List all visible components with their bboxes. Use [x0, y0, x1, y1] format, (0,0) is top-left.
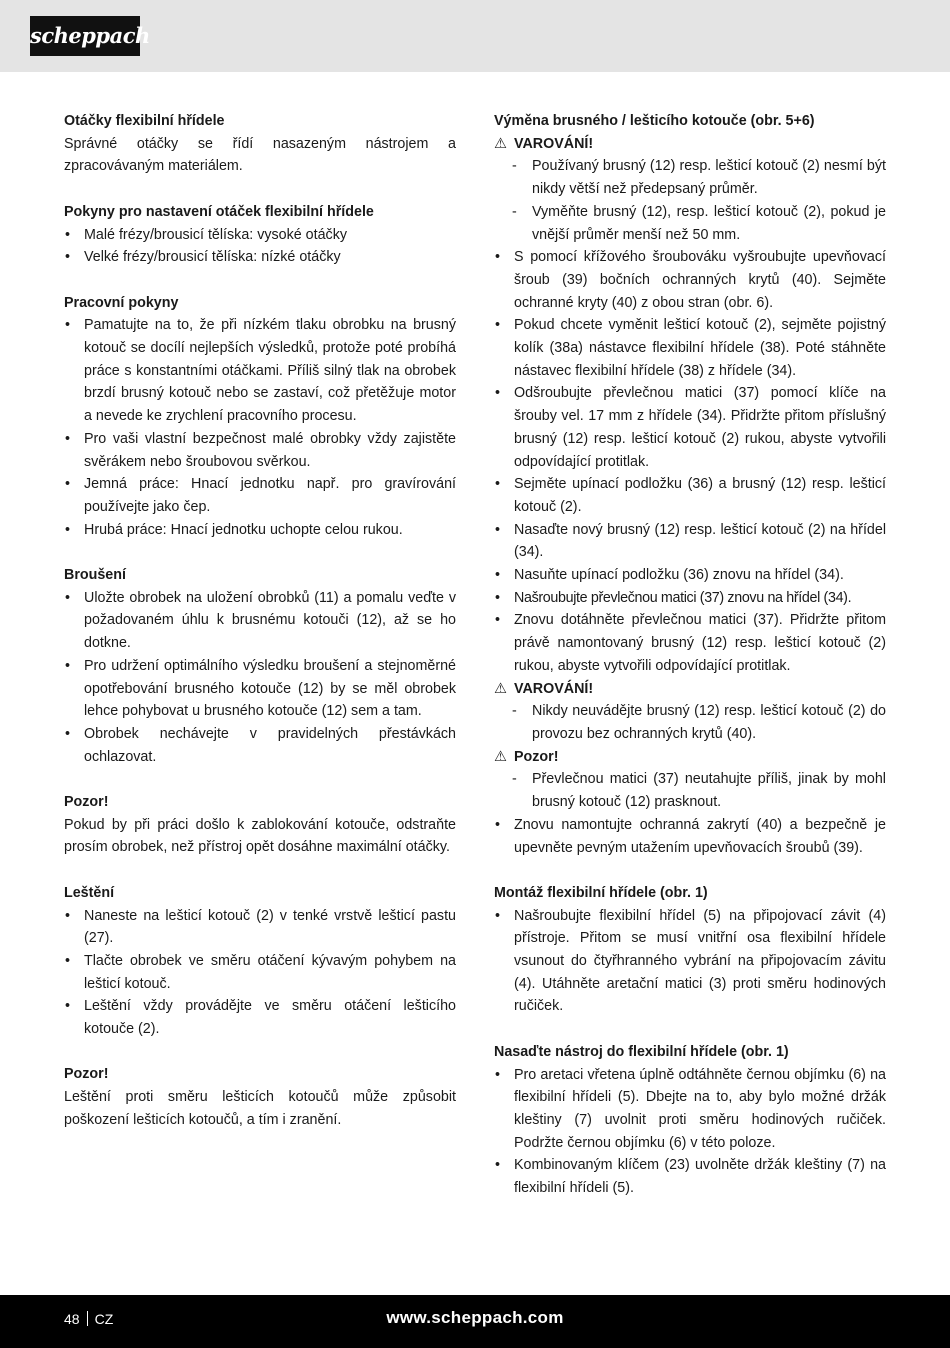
warning-icon: ⚠	[494, 680, 507, 697]
warning-label: Pozor!	[513, 748, 559, 765]
list-item: • Jemná práce: Hnací jednotku např. pro gravírování používejte jako čep.	[64, 473, 456, 518]
section-heading: Broušení	[64, 567, 126, 584]
list-item: • Obrobek nechávejte v pravidelných přestávkách ochlazovat.	[64, 723, 456, 768]
right-column	[494, 110, 886, 1200]
section-heading: Pracovní pokyny	[64, 294, 179, 311]
list-item: • Odšroubujte převlečnou matici (37) pomocí klíče na šrouby vel. 17 mm z hřídele (34). Přidržte přitom příslušný brusný (12) resp. lešticí kotouč (2) rukou, abyste vytvořili odpovídající protitlak.	[494, 382, 886, 473]
bullet-list	[494, 1064, 886, 1200]
list-item: • Naneste na lešticí kotouč (2) v tenké vrstvě lešticí pastu (27).	[64, 905, 456, 950]
bullet-list	[64, 587, 456, 769]
section-heading: Leštění	[64, 884, 115, 901]
list-item: • Kombinovaným klíčem (23) uvolněte držák kleštiny (7) na flexibilní hřídeli (5).	[494, 1154, 886, 1199]
list-item: • Pro aretaci vřetena úplně odtáhněte černou objímku (6) na flexibilní hřídeli (5). Dbejte na to, aby bylo možné držák kleštiny (7) uvolnit proti směru hodinových ručiček. Podržte černou objímku (6) v této poloze.	[494, 1064, 886, 1155]
list-item: • Tlačte obrobek ve směru otáčení kývavým pohybem na lešticí kotouč.	[64, 950, 456, 995]
website-url: www.scheppach.com	[386, 1308, 564, 1327]
list-item: • Nasuňte upínací podložku (36) znovu na hřídel (34).	[494, 564, 886, 587]
list-item: • Znovu dotáhněte převlečnou matici (37). Přidržte přitom právě namontovaný brusný (12) resp. lešticí kotouč (2) rukou, abyste vytvořili odpovídající protitlak.	[494, 609, 886, 677]
section-heading: Montáž flexibilní hřídele (obr. 1)	[494, 884, 708, 901]
warning-icon: ⚠	[494, 135, 507, 152]
section-heading: Pokyny pro nastavení otáček flexibilní hřídele	[64, 203, 374, 220]
list-item: • Pokud chcete vyměnit lešticí kotouč (2), sejměte pojistný kolík (38a) nástavce flexibilní hřídele (38). Poté stáhněte nástavec flexibilní hřídele (38) z hřídele (34).	[494, 314, 886, 382]
warning-line	[494, 678, 886, 701]
warning-icon: ⚠	[494, 748, 507, 765]
list-item: • Sejměte upínací podložku (36) a brusný (12) resp. lešticí kotouč (2).	[494, 473, 886, 518]
dash-list	[494, 155, 886, 246]
section-heading: Výměna brusného / lešticího kotouče (obr. 5+6)	[494, 113, 815, 129]
section-heading: Nasaďte nástroj do flexibilní hřídele (obr. 1)	[494, 1043, 789, 1060]
list-item: • Znovu namontujte ochranná zakrytí (40) a bezpečně je upevněte pevným utažením upevňovacích šroubů (39).	[494, 814, 886, 859]
scheppach-logo: scheppach	[30, 16, 140, 56]
list-item: • Velké frézy/brousicí tělíska: nízké otáčky	[64, 246, 456, 269]
bullet-list	[64, 224, 456, 269]
list-item: - Používaný brusný (12) resp. lešticí kotouč (2) nesmí být nikdy větší než předepsaný průměr.	[494, 155, 886, 200]
section-heading: Pozor!	[64, 1066, 109, 1083]
list-item: • Našroubujte převlečnou matici (37) znovu na hřídel (34).	[494, 587, 886, 610]
paragraph: Leštění proti směru lešticích kotoučů může způsobit poškození lešticích kotoučů, a tím i zranění.	[64, 1089, 456, 1128]
list-item: • Nasaďte nový brusný (12) resp. lešticí kotouč (2) na hřídel (34).	[494, 519, 886, 564]
paragraph: Pokud by při práci došlo k zablokování kotouče, odstraňte prosím obrobek, než přístroj opět dosáhne maximální otáčky.	[64, 816, 456, 856]
header-bar	[0, 0, 950, 72]
list-item: • Pro udržení optimálního výsledku broušení a stejnoměrné opotřebování brusného kotouče (12) by se měl obrobek lehce pohybovat u brusného kotouče (12) sem a tam.	[64, 655, 456, 723]
bullet-list	[64, 905, 456, 1041]
list-item: • Našroubujte flexibilní hřídel (5) na připojovací závit (4) přístroje. Přitom se musí vnitřní osa flexibilní hřídele vsunout do čtyřhranného vybrání na připojovacím závitu (4). Utáhněte aretační matici (3) proti směru hodinových ručiček.	[494, 905, 886, 1019]
list-item: • Hrubá práce: Hnací jednotku uchopte celou rukou.	[64, 519, 456, 542]
bullet-list	[494, 905, 886, 1019]
section-heading: Pozor!	[64, 794, 109, 811]
list-item: - Vyměňte brusný (12), resp. lešticí kotouč (2), pokud je vnější průměr menší než 50 mm.	[494, 201, 886, 246]
list-item: • Pamatujte na to, že při nízkém tlaku obrobku na brusný kotouč se docílí nejlepších výsledků, protože poté probíhá práce s konstantními otáčkami. Příliš silný tlak na obrobek brzdí brusný kotouč nebo se zastaví, což přetěžuje motor a nevede ke zrychlení pracovního procesu.	[64, 314, 456, 428]
bullet-list	[494, 814, 886, 859]
left-column	[64, 110, 456, 1132]
list-item: • Uložte obrobek na uložení obrobků (11) a pomalu veďte v požadovaném úhlu k brusnému kotouči (12), až se ho dotkne.	[64, 587, 456, 655]
dash-list	[494, 700, 886, 745]
list-item: • Leštění vždy provádějte ve směru otáčení lešticího kotouče (2).	[64, 995, 456, 1040]
list-item: - Nikdy neuvádějte brusný (12) resp. lešticí kotouč (2) do provozu bez ochranných krytů (40).	[494, 700, 886, 745]
list-item: • Pro vaši vlastní bezpečnost malé obrobky vždy zajistěte svěrákem nebo šroubovou svěrkou.	[64, 428, 456, 473]
bullet-list	[64, 314, 456, 541]
warning-label: VAROVÁNÍ!	[513, 680, 594, 697]
list-item: • Malé frézy/brousicí tělíska: vysoké otáčky	[64, 224, 456, 247]
paragraph: Správné otáčky se řídí nasazeným nástrojem a zpracovávaným materiálem.	[64, 135, 456, 175]
page-number: 48	[64, 1311, 80, 1327]
dash-list	[494, 768, 886, 813]
section-heading: Otáčky flexibilní hřídele	[64, 113, 225, 129]
warning-line	[494, 746, 886, 769]
bullet-list	[494, 246, 886, 677]
list-item: - Převlečnou matici (37) neutahujte příliš, jinak by mohl brusný kotouč (12) prasknout.	[494, 768, 886, 813]
warning-line	[494, 133, 886, 156]
list-item: • S pomocí křížového šroubováku vyšroubujte upevňovací šroub (39) bočních ochranných krytů (40). Sejměte ochranné kryty (40) z obou stran (obr. 6).	[494, 246, 886, 314]
language-code: CZ	[94, 1311, 114, 1327]
warning-label: VAROVÁNÍ!	[513, 135, 594, 152]
footer-bar	[0, 1295, 950, 1348]
